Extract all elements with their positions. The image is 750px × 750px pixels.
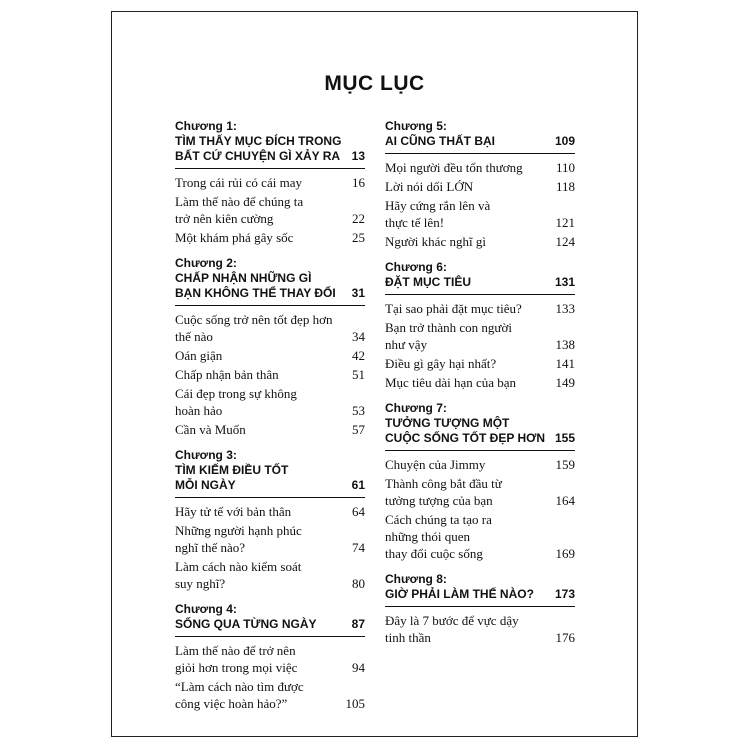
chapter-title-row	[385, 416, 575, 446]
entry-page-number: 74	[352, 540, 365, 555]
toc-entry	[385, 355, 575, 372]
entry-title: Trong cái rủi có cái may	[175, 175, 302, 190]
chapter-title-row	[175, 271, 365, 301]
toc-entry	[385, 319, 575, 353]
chapter-page-number: 61	[351, 478, 365, 492]
chapter-title: GIỜ PHẢI LÀM THẾ NÀO?	[385, 587, 534, 601]
entry-page-number: 159	[555, 457, 575, 472]
toc-chapter	[175, 448, 365, 592]
entry-page-number: 94	[352, 660, 365, 675]
toc-entry	[175, 193, 365, 227]
toc-chapter	[175, 602, 365, 712]
entry-title: Làm thế nào để chúng ta trở nên kiên cường	[175, 194, 304, 226]
chapter-page-number: 131	[554, 275, 575, 289]
chapter-title-row	[175, 463, 365, 493]
entry-title: Mọi người đều tổn thương	[385, 160, 523, 175]
chapter-title-row	[175, 617, 365, 632]
entry-page-number: 25	[352, 230, 365, 245]
toc-entry	[175, 678, 365, 712]
toc-entry	[385, 374, 575, 391]
entry-title: Điều gì gây hại nhất?	[385, 356, 497, 371]
chapter-label: Chương 6:	[385, 260, 447, 274]
chapter-heading	[175, 448, 365, 498]
entry-page-number: 138	[555, 337, 575, 352]
chapter-label: Chương 7:	[385, 401, 447, 415]
chapter-label: Chương 4:	[175, 602, 237, 616]
entry-title: Tại sao phải đặt mục tiêu?	[385, 301, 522, 316]
entry-title: Thành công bắt đầu từ tưởng tượng của bạn	[385, 476, 502, 508]
entry-page-number: 16	[352, 175, 365, 190]
entry-page-number: 110	[555, 160, 575, 175]
toc-entry	[175, 366, 365, 383]
entry-title: Cái đẹp trong sự không hoàn hảo	[175, 386, 297, 418]
chapter-title-row	[385, 134, 575, 149]
chapter-label: Chương 3:	[175, 448, 237, 462]
chapter-heading	[385, 572, 575, 607]
entry-page-number: 80	[352, 576, 365, 591]
toc-entry	[385, 300, 575, 317]
entry-page-number: 176	[555, 630, 575, 645]
entry-title: Làm cách nào kiểm soát suy nghĩ?	[175, 559, 302, 591]
entry-title: Chuyện của Jimmy	[385, 457, 486, 472]
entry-title: Những người hạnh phúc nghĩ thế nào?	[175, 523, 302, 555]
entry-title: Cách chúng ta tạo ra những thói quen thay đổi cuộc sống	[385, 512, 492, 561]
toc-entry	[175, 421, 365, 438]
entry-page-number: 34	[352, 329, 365, 344]
entry-page-number: 57	[352, 422, 365, 437]
toc-chapter	[385, 401, 575, 562]
chapter-title: ĐẶT MỤC TIÊU	[385, 275, 471, 289]
chapter-label: Chương 2:	[175, 256, 237, 270]
toc-chapter	[385, 260, 575, 391]
toc-chapter	[175, 256, 365, 438]
entry-title: Làm thế nào để trở nên giỏi hơn trong mọi việc	[175, 643, 298, 675]
entry-title: Hãy cứng rắn lên và thực tế lên!	[385, 198, 491, 230]
toc-column-right	[385, 119, 575, 656]
entry-page-number: 124	[555, 234, 575, 249]
book-page	[111, 11, 638, 737]
toc-chapter	[385, 572, 575, 646]
chapter-title-row	[385, 587, 575, 602]
entry-page-number: 121	[555, 215, 575, 230]
toc-entry	[175, 522, 365, 556]
toc-entry	[385, 612, 575, 646]
toc-chapter	[385, 119, 575, 250]
chapter-page-number: 13	[351, 149, 365, 163]
entry-page-number: 105	[345, 696, 365, 711]
entry-page-number: 149	[555, 375, 575, 390]
chapter-title: CHẤP NHẬN NHỮNG GÌ BẠN KHÔNG THỂ THAY ĐỔI	[175, 271, 336, 300]
entry-title: Hãy tử tế với bản thân	[175, 504, 292, 519]
entry-title: Cần và Muốn	[175, 422, 246, 437]
chapter-page-number: 109	[554, 134, 575, 148]
chapter-heading	[385, 401, 575, 451]
entry-page-number: 169	[555, 546, 575, 561]
entry-page-number: 42	[352, 348, 365, 363]
toc-entry	[385, 511, 575, 562]
toc-entry	[175, 385, 365, 419]
chapter-heading	[175, 602, 365, 637]
chapter-title-row	[175, 134, 365, 164]
entry-page-number: 118	[555, 179, 575, 194]
chapter-heading	[175, 256, 365, 306]
page-title: MỤC LỤC	[324, 72, 425, 95]
chapter-title: TÌM KIẾM ĐIỀU TỐT MỖI NGÀY	[175, 463, 289, 492]
entry-title: Mục tiêu dài hạn của bạn	[385, 375, 517, 390]
toc-entry	[385, 197, 575, 231]
toc-entry	[385, 475, 575, 509]
entry-title: Chấp nhận bản thân	[175, 367, 279, 382]
chapter-heading	[385, 260, 575, 295]
entry-page-number: 141	[555, 356, 575, 371]
toc-entry	[385, 159, 575, 176]
chapter-title: SỐNG QUA TỪNG NGÀY	[175, 617, 317, 631]
entry-page-number: 22	[352, 211, 365, 226]
entry-title: Đây là 7 bước để vực dậy tinh thần	[385, 613, 519, 645]
toc-entry	[175, 174, 365, 191]
chapter-label: Chương 1:	[175, 119, 237, 133]
chapter-title: TƯỞNG TƯỢNG MỘT CUỘC SỐNG TỐT ĐẸP HƠN	[385, 416, 546, 445]
chapter-heading	[175, 119, 365, 169]
toc-entry	[175, 347, 365, 364]
entry-page-number: 164	[555, 493, 575, 508]
toc-entry	[175, 642, 365, 676]
chapter-title: TÌM THẤY MỤC ĐÍCH TRONG BẤT CỨ CHUYỆN GÌ XẢY RA	[175, 134, 342, 163]
chapter-page-number: 87	[351, 617, 365, 631]
toc-entry	[385, 233, 575, 250]
toc-entry	[385, 456, 575, 473]
entry-page-number: 53	[352, 403, 365, 418]
toc-entry	[175, 311, 365, 345]
entry-page-number: 51	[352, 367, 365, 382]
entry-title: Bạn trở thành con người như vậy	[385, 320, 512, 352]
toc-entry	[385, 178, 575, 195]
entry-title: Người khác nghĩ gì	[385, 234, 486, 249]
toc-chapter	[175, 119, 365, 246]
entry-title: “Làm cách nào tìm được công việc hoàn hảo?”	[175, 679, 304, 711]
toc-column-left	[175, 119, 365, 722]
chapter-page-number: 155	[554, 431, 575, 445]
chapter-page-number: 173	[554, 587, 575, 601]
toc-entry	[175, 558, 365, 592]
chapter-page-number: 31	[351, 286, 365, 300]
toc-entry	[175, 229, 365, 246]
entry-title: Oán giận	[175, 348, 223, 363]
entry-title: Lời nói dối LỚN	[385, 179, 474, 194]
toc-entry	[175, 503, 365, 520]
entry-page-number: 64	[352, 504, 365, 519]
entry-title: Một khám phá gây sốc	[175, 230, 294, 245]
chapter-title: AI CŨNG THẤT BẠI	[385, 134, 495, 148]
chapter-label: Chương 8:	[385, 572, 447, 586]
entry-page-number: 133	[555, 301, 575, 316]
entry-title: Cuộc sống trở nên tốt đẹp hơn thế nào	[175, 312, 333, 344]
chapter-heading	[385, 119, 575, 154]
chapter-title-row	[385, 275, 575, 290]
chapter-label: Chương 5:	[385, 119, 447, 133]
